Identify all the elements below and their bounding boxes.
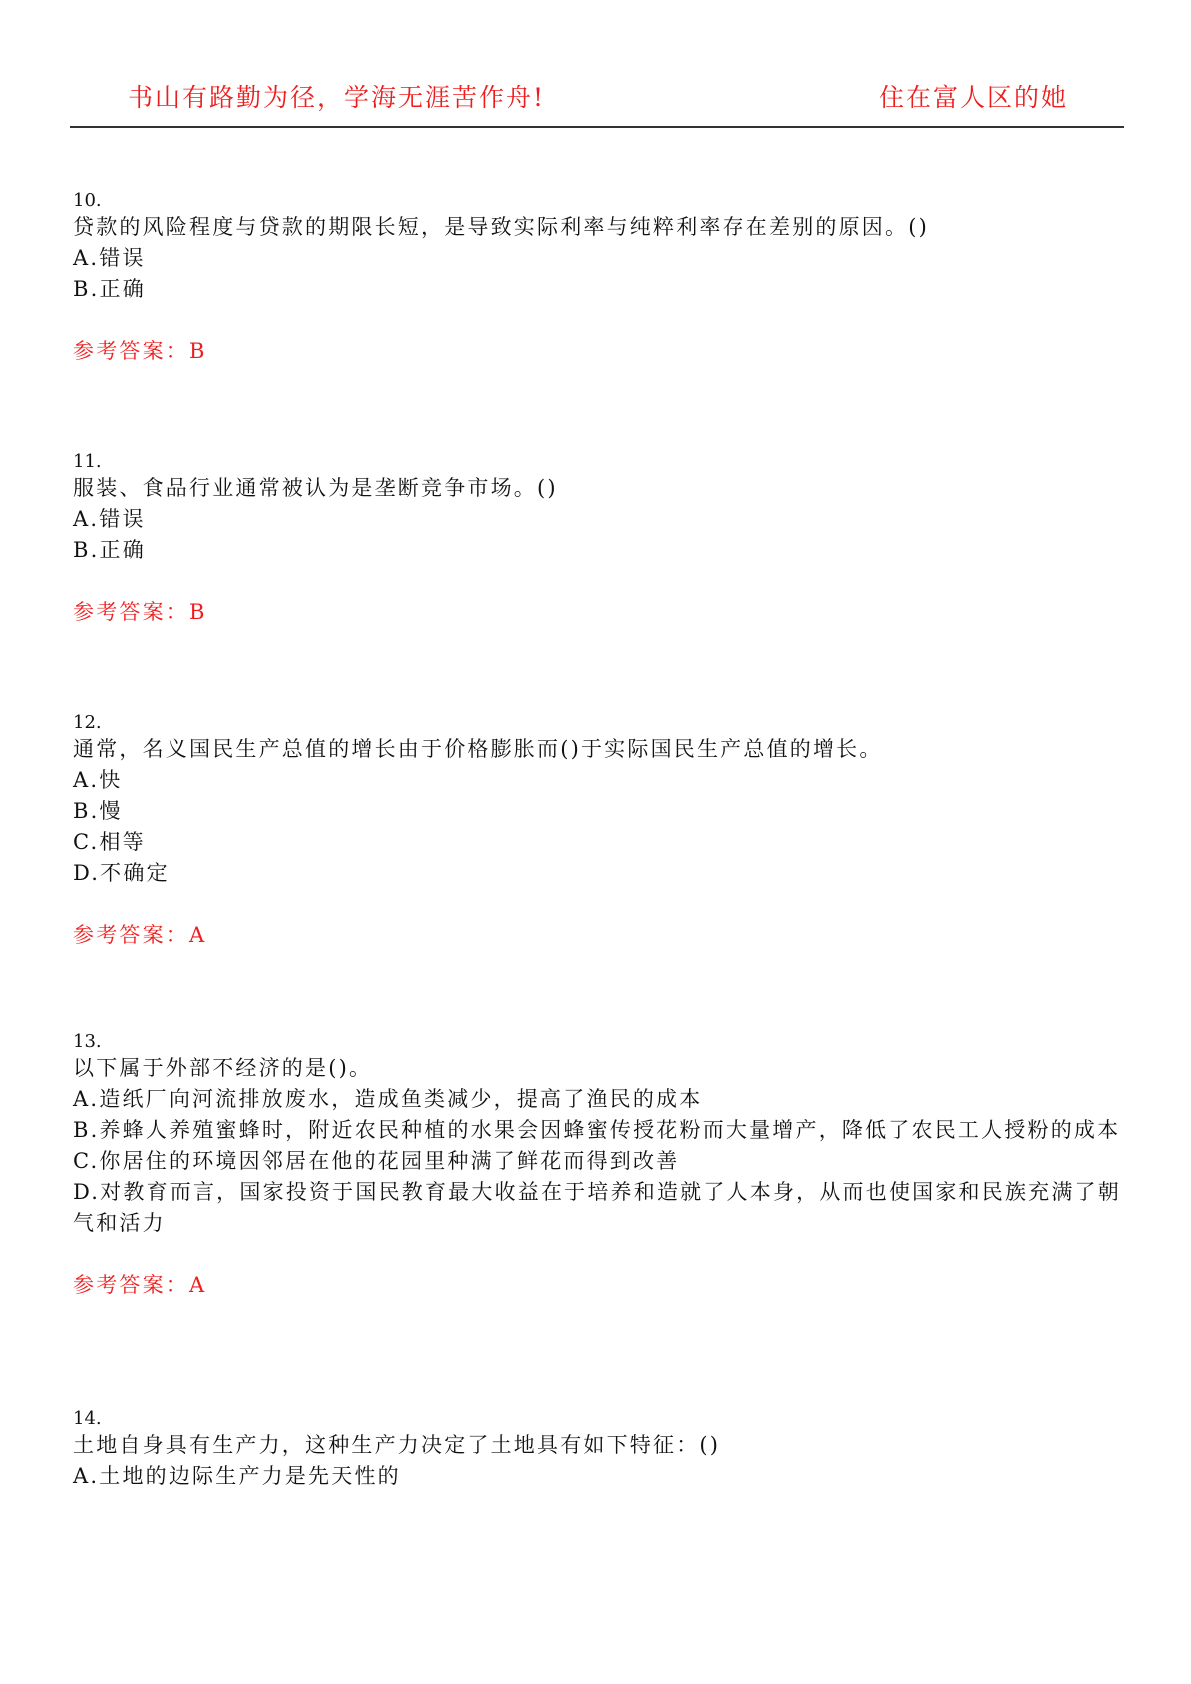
answer-value: A	[189, 923, 205, 947]
reference-answer	[73, 1270, 1123, 1301]
option-b: B.正确	[73, 538, 146, 562]
answer-value: B	[189, 600, 205, 624]
reference-answer	[73, 920, 1123, 951]
answer-label: 参考答案：	[73, 339, 189, 363]
header-motto: 书山有路勤为径，学海无涯苦作舟!	[128, 83, 546, 112]
question-12	[73, 712, 1123, 1031]
answer-value: A	[189, 1273, 205, 1297]
question-stem: 土地自身具有生产力，这种生产力决定了土地具有如下特征：()	[73, 1433, 721, 1457]
question-list	[73, 190, 1123, 1492]
answer-label: 参考答案：	[73, 600, 189, 624]
option-c: C.相等	[73, 830, 146, 854]
option-d: D.对教育而言，国家投资于国民教育最大收益在于培养和造就了人本身，从而也使国家和民族充满了朝气和活力	[73, 1180, 1121, 1235]
question-number: 13.	[73, 1031, 102, 1052]
question-stem: 以下属于外部不经济的是()。	[73, 1056, 373, 1080]
option-a: A.造纸厂向河流排放废水，造成鱼类减少，提高了渔民的成本	[73, 1087, 703, 1111]
question-number: 11.	[73, 451, 102, 472]
question-number: 10.	[73, 190, 102, 211]
option-d: D.不确定	[73, 861, 170, 885]
question-stem: 服装、食品行业通常被认为是垄断竞争市场。()	[73, 476, 558, 500]
header-author: 住在富人区的她	[878, 83, 1068, 112]
question-stem: 贷款的风险程度与贷款的期限长短，是导致实际利率与纯粹利率存在差别的原因。()	[73, 215, 929, 239]
question-number: 12.	[73, 712, 102, 733]
option-a: A.快	[73, 768, 123, 792]
option-a: A.错误	[73, 246, 146, 270]
question-number: 14.	[73, 1408, 102, 1429]
option-a: A.土地的边际生产力是先天性的	[73, 1464, 401, 1488]
option-a: A.错误	[73, 507, 146, 531]
option-b: B.正确	[73, 277, 146, 301]
reference-answer	[73, 597, 1123, 628]
option-b: B.慢	[73, 799, 123, 823]
question-stem: 通常，名义国民生产总值的增长由于价格膨胀而()于实际国民生产总值的增长。	[73, 737, 883, 761]
question-14	[73, 1408, 1123, 1492]
reference-answer	[73, 336, 1123, 367]
answer-label: 参考答案：	[73, 923, 189, 947]
question-11	[73, 451, 1123, 712]
answer-label: 参考答案：	[73, 1273, 189, 1297]
option-b: B.养蜂人养殖蜜蜂时，附近农民种植的水果会因蜂蜜传授花粉而大量增产，降低了农民工人授粉的成本	[73, 1118, 1121, 1142]
option-c: C.你居住的环境因邻居在他的花园里种满了鲜花而得到改善	[73, 1149, 680, 1173]
question-10	[73, 190, 1123, 451]
answer-value: B	[189, 339, 205, 363]
page-header	[70, 78, 1124, 128]
question-13	[73, 1031, 1123, 1408]
